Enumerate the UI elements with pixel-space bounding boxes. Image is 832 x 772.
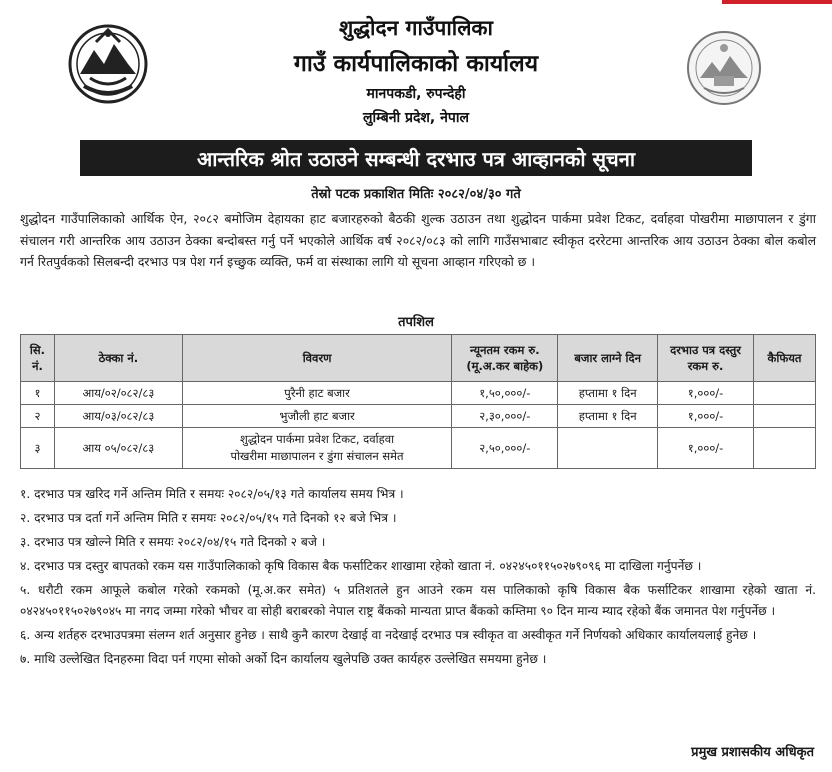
cell-description — [182, 428, 452, 469]
cell-remarks — [753, 405, 815, 428]
cell-sn: ३ — [21, 428, 55, 469]
header-market-day: बजार लाग्ने दिन — [558, 335, 658, 382]
table-row — [21, 405, 816, 428]
cell-fee: १,०००/- — [658, 428, 754, 469]
header-contract: ठेक्का नं. — [54, 335, 182, 382]
header-sn: सि. नं. — [21, 335, 55, 382]
contract-table — [20, 334, 816, 469]
letterhead — [0, 6, 832, 136]
cell-remarks — [753, 428, 815, 469]
cell-market-day: हप्तामा १ दिन — [558, 382, 658, 405]
cell-contract: आय/०२/०८२/८३ — [54, 382, 182, 405]
cell-min-amount: २,३०,०००/- — [452, 405, 558, 428]
cell-sn: २ — [21, 405, 55, 428]
address-line: मानपकडी, रुपन्देही — [366, 86, 466, 102]
cell-min-amount: १,५०,०००/- — [452, 382, 558, 405]
header-fee: दरभाउ पत्र दस्तुर रकम रु. — [658, 335, 754, 382]
cell-fee: १,०००/- — [658, 405, 754, 428]
municipality-name: शुद्धोदन गाउँपालिका — [339, 16, 493, 40]
intro-paragraph: शुद्धोदन गाउँपालिकाको आर्थिक ऐन, २०८२ बमोजिम देहायका हाट बजारहरुको बैठकी शुल्क उठाउन तथा शुद्धोदन पार्कमा प्रवेश टिकट, दर्वाहवा पोखरीमा माछापालन र डुंगा संचालन गरी आन्तरिक आय उठाउन ठेक्का बन्दोबस्त गर्नु पर्ने भएकोले आर्थिक वर्ष २०८२/०८३ को लागि गाउँसभाबाट स्वीकृत दररेटमा आन्तरिक आय उठाउन ठेक्का बोल कबोल गर्न रितपुर्वकको सिलबन्दी दरभाउ पत्र पेश गर्न इच्छुक व्यक्ति, फर्म वा संस्थाका लागि यो सूचना आव्हान गरिएको छ । — [20, 211, 816, 269]
cell-market-day — [558, 428, 658, 469]
municipality-seal-icon — [684, 28, 764, 108]
condition-item: ४. दरभाउ पत्र दस्तुर बापतको रकम यस गाउँपालिकाको कृषि विकास बैक फर्साटिकर शाखामा रहेको खाता नं. ०४२४५०११५०२७९०९६ मा दाखिला गर्नुपर्नेछ । — [20, 559, 702, 573]
header-description: विवरण — [182, 335, 452, 382]
cell-description: भुजौली हाट बजार — [182, 405, 452, 428]
header-min-amount: न्यूनतम रकम रु. (मू.अ.कर बाहेक) — [452, 335, 558, 382]
table-row — [21, 428, 816, 469]
publication-date: तेस्रो पटक प्रकाशित मितिः २०८२/०४/३० गते — [311, 187, 521, 202]
condition-item: ७. माथि उल्लेखित दिनहरुमा विदा पर्न गएमा सोको अर्को दिन कार्यालय खुलेपछि उक्त कार्यहरु उल्लेखित समयमा हुनेछ । — [20, 652, 547, 666]
cell-contract: आय/०३/०८२/८३ — [54, 405, 182, 428]
accent-strip — [722, 0, 832, 4]
table-header-row — [21, 335, 816, 382]
condition-item: ६. अन्य शर्तहरु दरभाउपत्रमा संलग्न शर्त अनुसार हुनेछ । साथै कुनै कारण देखाई वा नदेखाई दरभाउ पत्र स्वीकृत वा अस्वीकृत गर्ने निर्णयको अधिकार कार्यालयलाई हुनेछ । — [20, 628, 757, 642]
conditions-list — [20, 484, 816, 673]
cell-remarks — [753, 382, 815, 405]
cell-fee: १,०००/- — [658, 382, 754, 405]
condition-item: २. दरभाउ पत्र दर्ता गर्ने अन्तिम मिति र समयः २०८२/०५/१५ गते दिनको १२ बजे भित्र । — [20, 511, 397, 525]
header-remarks: कैफियत — [753, 335, 815, 382]
condition-item: ५. धरौटी रकम आफूले कबोल गरेको रकमको (मू.अ.कर समेत) ५ प्रतिशतले हुन आउने रकम यस पालिकाको कृषि विकास बैक फर्साटिकर शाखामा रहेको खाता नं. ०४२४५०११५०२७९०४५ मा नगद जम्मा गरेको भौचर वा सोही बराबरको नेपाल राष्ट्र बैंकको मान्यता प्राप्त बैंकको कम्तिमा ९० दिन मान्य म्याद रहेको बैंक जमानत पेश गर्नुपर्नेछ । — [20, 583, 816, 618]
cell-description: पुरैनी हाट बजार — [182, 382, 452, 405]
cell-market-day: हप्तामा १ दिन — [558, 405, 658, 428]
condition-item: १. दरभाउ पत्र खरिद गर्ने अन्तिम मिति र समयः २०८२/०५/१३ गते कार्यालय समय भित्र । — [20, 487, 404, 501]
cell-min-amount: २,५०,०००/- — [452, 428, 558, 469]
table-row — [21, 382, 816, 405]
description-line: पोखरीमा माछापालन र डुंगा संचालन समेत — [230, 449, 404, 463]
description-line: शुद्धोदन पार्कमा प्रवेश टिकट, दर्वाहवा — [240, 432, 395, 446]
signatory-title: प्रमुख प्रशासकीय अधिकृत — [691, 745, 814, 760]
province-line: लुम्बिनी प्रदेश, नेपाल — [363, 110, 469, 126]
office-name: गाउँ कार्यपालिकाको कार्यालय — [293, 51, 539, 77]
cell-sn: १ — [21, 382, 55, 405]
cell-contract: आय ०५/०८२/८३ — [54, 428, 182, 469]
table-title: तपशिल — [398, 315, 434, 330]
notice-title-banner: आन्तरिक श्रोत उठाउने सम्बन्धी दरभाउ पत्र आव्हानको सूचना — [80, 140, 752, 176]
condition-item: ३. दरभाउ पत्र खोल्ने मिति र समयः २०८२/०४/१५ गते दिनको २ बजे । — [20, 535, 326, 549]
